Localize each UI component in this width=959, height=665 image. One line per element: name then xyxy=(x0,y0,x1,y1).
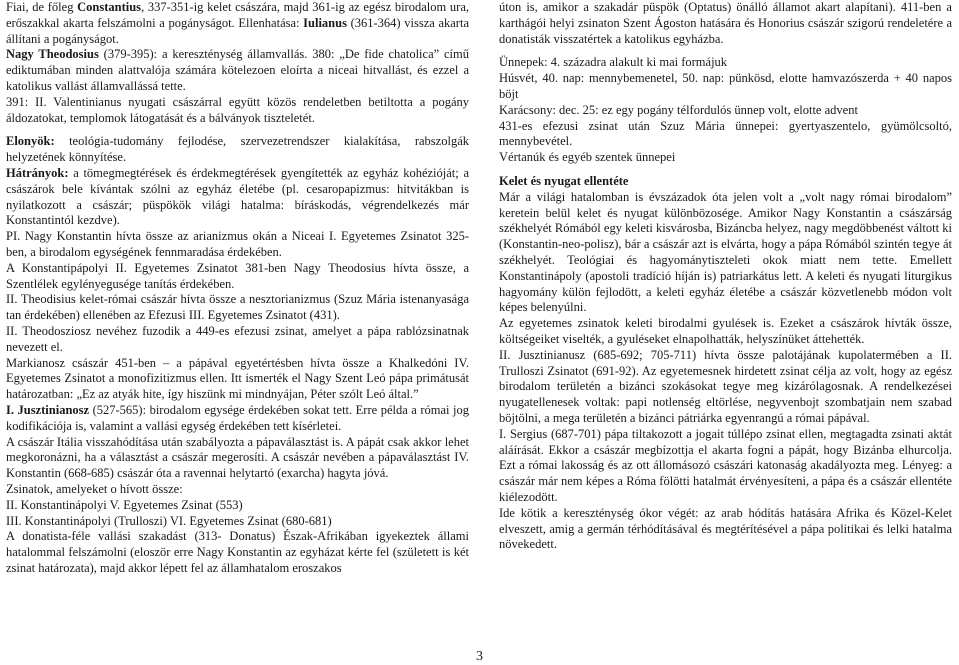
paragraph-khalkedoni-zsinat: Markianosz császár 451-ben – a pápával egyetértésben hívta össze a Khalkedóni IV. Egyetemes Zsinatot a monofizitizmus ellen. Itt ismerték el Nagy Szent Leó pápa primátusát határozatban: „Ez az atyák hite, így hiszünk mi mindnyájan, Péter szólt Leó által.” xyxy=(6,355,469,402)
paragraph-vertanuk: Vértanúk és egyéb szentek ünnepei xyxy=(499,150,676,165)
name-iulianus: Iulianus xyxy=(303,15,347,30)
paragraph-efezusi-zsinat: II. Theodisius kelet-római császár hívta össze a nesztorianizmus (Szuz Mária istenanyasága tan érdekében) ellenében az Efezusi III. Egyetemes Zsinatot (431). xyxy=(6,292,469,323)
paragraph-donatista-cont: úton is, amikor a szakadár püspök (Optatus) önálló államot akart alapítani). 411-ben a karthágói helyi zsinaton Szent Ágoston hatására és Honorius császár szigorú rendeletére a donatisták visszatértek a katolikus egyházba. xyxy=(499,0,952,46)
paragraph-kelet-nyugat: Már a világi hatalomban is évszázadok óta jelen volt a „volt nagy római birodalom” keretein belül kelet és nyugat különbözosége. Amikor Nagy Konstantin a császárság székhelyét Rómából egy keleti kisvárosba, Bizáncba helyez, nagy megdöbbenést váltott ki (Konstantin-neo-polisz), bár a császár azt is elvárta, hogy a pápa Rómából szintén tegye át székhelyét. Teológiai és hagyománytiszteleti okok miatt nem tette. Emellett Konstantinápoly (apostoli tradíció híján is) patriarkátus lett. A keleti és nyugati liturgikus hagyomány külön fejlodött, a keleti egyház életébe a császár közvetlenebb módon volt képes belenyúlni. xyxy=(499,189,952,315)
label-hatranyok: Hátrányok: xyxy=(6,165,69,180)
paragraph-niceai-zsinat: PI. Nagy Konstantin hívta össze az arianizmus okán a Niceai I. Egyetemes Zsinatot 325-ben, a birodalom egységének fennmaradása érdekében. xyxy=(6,229,469,259)
name-theodosius: Nagy Theodosius xyxy=(6,47,99,62)
name-constantius: Constantius xyxy=(77,0,142,14)
paragraph-zsinatok-heading: Zsinatok, amelyeket o hívott össze: xyxy=(6,481,183,496)
page-number: 3 xyxy=(476,649,483,664)
paragraph-papavalasztas: A császár Itália visszahódítása után szabályozta a pápaválasztást is. A pápát csak akkor lehet megkoronázni, ha a választást a császár megerosíti. A császár nevében a pápaválasztást IV. Konstantin (668-685) császár óta a ravennai helytartó (exarcha) hagyta jóvá. xyxy=(6,434,469,481)
paragraph-egyetemes-zsinatok: Az egyetemes zsinatok keleti birodalmi gyulések is. Ezeket a császárok hívták össze, költségeiket viselték, a gyuléseket elnapolhatták, helyszínüket áttehették. xyxy=(499,316,952,346)
label-elonyok: Elonyök: xyxy=(6,134,55,149)
paragraph-karacsony: Karácsony: dec. 25: ez egy pogány télfordulós ünnep volt, elotte advent xyxy=(499,102,858,117)
paragraph-maria-unnepek: 431-es efezusi zsinat után Szuz Mária ünnepei: gyertyaszentelo, gyümölcsoltó, mennybevétel. xyxy=(499,118,952,149)
paragraph-husvet: Húsvét, 40. nap: mennybemenetel, 50. nap: pünkösd, elotte hamvazószerda + 40 napos böjt xyxy=(499,71,952,101)
paragraph-donatista: A donatista-féle vallási szakadást (313- Donatus) Észak-Afrikában igyekeztek állami hatalommal felszámolni (eloször erre Nagy Konstantin az egyházat kérte fel (született is két zsinat határozata), majd akkor lépett fel az államhatalom eroszakos xyxy=(6,529,469,575)
paragraph-391: 391: II. Valentinianus nyugati császárral együtt közös rendeletben betiltotta a pogány áldozatokat, templomok látogatását és a bálványok tiszteletét. xyxy=(6,94,469,125)
right-column xyxy=(499,0,952,553)
paragraph-unnepek: Ünnepek: 4. századra alakult ki mai formájuk xyxy=(499,55,728,70)
paragraph-jusztinianosz: I. Jusztinianosz (527-565): birodalom egysége érdekében sokat tett. Erre példa a római jog kodifikációja is, valamint a vallási egység érdekében tett kísérletei. xyxy=(6,402,470,433)
paragraph-sergius: I. Sergius (687-701) pápa tiltakozott a jogait túllépo zsinat ellen, megtagadta zsinati aktát aláírását. Ekkor a császár megbízottja el akarta fogni a pápát, hogy Bizánba elhurcolja. Ezt a római lakosság és az ott állomásozó császári katonaság akadályozta meg. Lényeg: a császár már nem képes a Róma fölötti hatalmát érvényesíteni, a pápa és a császár ellentéte kiélezodött. xyxy=(499,426,952,504)
paragraph-okor-vege: Ide kötik a kereszténység ókor végét: az arab hódítás hatására Afrika és Közel-Kelet elveszett, amig a germán térhódításával és megtérítésével a pápa politikai és lelki hatalma növekedett. xyxy=(499,505,952,552)
paragraph-theodosius: Nagy Theodosius (379-395): a kereszténység államvallás. 380: „De fide chatolica” című ediktumában minden alattvalója számára kötelezoen eloírta a niceai hitvallást, és ezzel a katolikus vallást államvallássá tette. xyxy=(6,47,470,93)
list-item-zsinat-553: II. Konstantinápolyi V. Egyetemes Zsinat (553) xyxy=(6,497,243,512)
name-jusztinianosz: I. Jusztinianosz xyxy=(6,402,90,417)
list-item-zsinat-680: III. Konstantinápolyi (Trulloszi) VI. Egyetemes Zsinat (680-681) xyxy=(6,513,332,528)
paragraph-konstantinapolyi-zsinat: A Konstantipápolyi II. Egyetemes Zsinatot 381-ben Nagy Theodosius hívta össze, a Szentlélek egylényegusége tanítás érdekében. xyxy=(6,260,469,291)
paragraph-trulloszi-zsinat: II. Jusztinianusz (685-692; 705-711) hívta össze palotájának kupolatermében a II. Trulloszi Zsinatot (691-92). Az egyetemesnek hirdetett zsinat célja az volt, hogy az egész birodalom területén a bizánci szokásokat tegye meg kizárólagosnak. A rendelkezései nyugatellenesek voltak: papi notlenség eltörlése, negyvenbojt szombatjain nem szabad böjtölni, a mega területén a bizánci pátriárka egyenrangú a római pápával. xyxy=(499,347,952,425)
paragraph-constantius: Fiai, de főleg Constantius, 337-351-ig kelet császára, majd 361-ig az egész birodalom ura, erőszakkal akarta felszámolni a pogányságot. Ellenhatása: Iulianus (361-364) vissza akarta állítani a pogányságot. xyxy=(6,0,469,46)
left-column xyxy=(6,0,469,577)
paragraph-rablozsinat: II. Theodosziosz nevéhez fuzodik a 449-es efezusi zsinat, amelyet a pápa rablózsinatnak nevezett el. xyxy=(6,323,469,354)
paragraph-elonyok: Elonyök: teológia-tudomány fejlodése, szervezetrendszer kialakítása, rabszolgák helyzetének könnyítése. xyxy=(6,134,469,165)
paragraph-hatranyok: Hátrányok: a tömegmegtérések és érdekmegtérések gyengítették az egyház kohézióját; a császárok bele kívántak szólni az egyház életébe (pl. cesaropapizmus: hitvitákban is nyilatkozott a császár; püspökök világi hatalma: bíráskodás, végrendelkezés már Konstantintól kezdve). xyxy=(6,165,469,228)
section-heading-kelet-nyugat: Kelet és nyugat ellentéte xyxy=(499,173,629,188)
